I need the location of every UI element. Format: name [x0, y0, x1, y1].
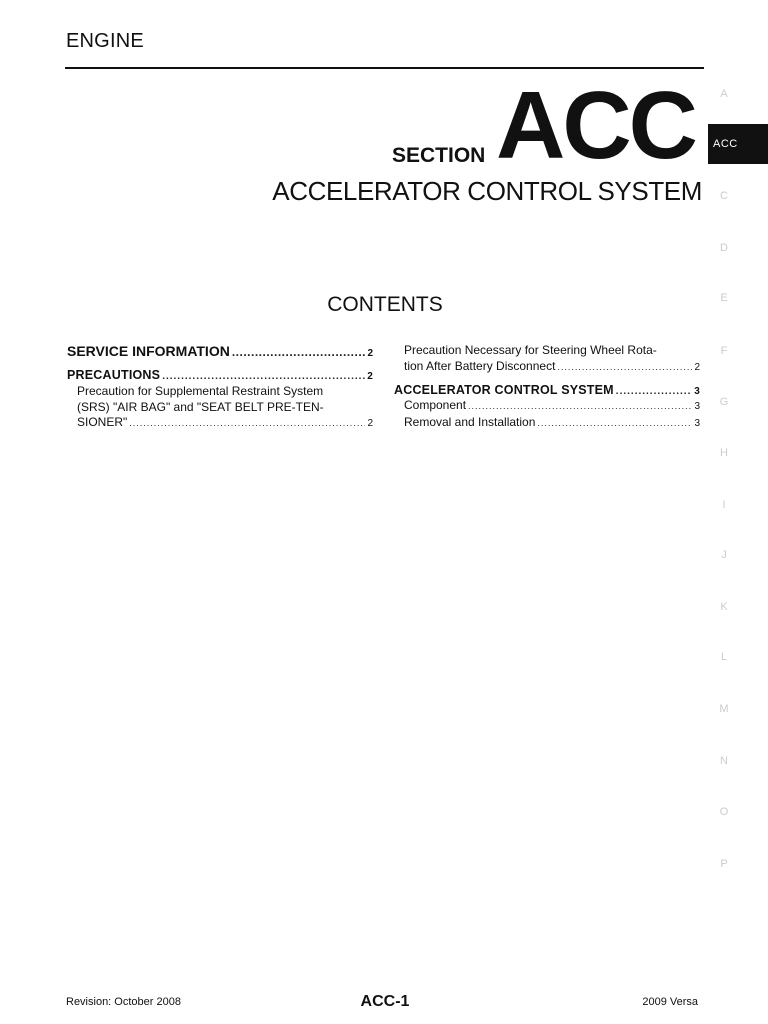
toc-item-label: PRECAUTIONS [67, 368, 161, 382]
toc-item-component[interactable] [394, 398, 700, 415]
toc-page-number: 2 [367, 371, 373, 382]
tab-label: O [719, 806, 729, 818]
toc-item-accelerator-control-system[interactable] [394, 383, 700, 397]
tab-label: N [720, 755, 728, 767]
toc-page-number: 3 [694, 401, 700, 412]
contents-heading: CONTENTS [327, 293, 443, 316]
tab-label: ACC [713, 138, 738, 150]
toc-leader-dots [537, 416, 692, 432]
toc-item-steering-precaution[interactable] [394, 343, 700, 375]
toc-leader-dots [616, 386, 692, 397]
footer-model: 2009 Versa [642, 996, 698, 1008]
tab-e[interactable] [708, 278, 768, 318]
tab-d[interactable] [708, 228, 768, 268]
toc-item-srs-precaution[interactable] [67, 384, 373, 432]
toc-leader-dots [232, 345, 366, 359]
tab-i[interactable] [708, 485, 768, 525]
toc-page-number: 2 [367, 348, 373, 359]
tab-label: C [720, 190, 728, 202]
tab-label: J [721, 549, 727, 561]
tab-label: A [720, 88, 728, 100]
toc-item-precautions[interactable] [67, 368, 373, 382]
toc-leader-dots [468, 399, 692, 415]
tab-label: G [719, 396, 729, 408]
toc-leader-dots [129, 416, 365, 432]
header-title: ENGINE [66, 30, 144, 52]
tab-label: K [720, 601, 728, 613]
tab-label: D [720, 242, 728, 254]
toc-item-label-line: SIONER" [77, 415, 128, 429]
tab-h[interactable] [708, 433, 768, 473]
tab-label: P [720, 858, 728, 870]
toc-item-label: Component [404, 398, 467, 412]
header-divider [65, 67, 704, 69]
section-name: ACCELERATOR CONTROL SYSTEM [272, 176, 702, 206]
tab-label: M [719, 703, 729, 715]
tab-g[interactable] [708, 382, 768, 422]
tab-n[interactable] [708, 741, 768, 781]
tab-a[interactable] [708, 74, 768, 114]
toc-page-number: 3 [694, 386, 700, 397]
toc-page-number: 3 [694, 417, 700, 429]
toc-item-label: Removal and Installation [404, 414, 536, 429]
tab-f[interactable] [708, 331, 768, 371]
section-code: ACC [496, 72, 695, 179]
toc-right-column [394, 343, 700, 431]
toc-item-label-line: Precaution for Supplemental Restraint System [77, 384, 324, 398]
tab-label: I [722, 499, 726, 511]
tab-m[interactable] [708, 689, 768, 729]
toc-left-column [67, 343, 373, 432]
toc-item-label: SERVICE INFORMATION [67, 343, 230, 359]
tab-l[interactable] [708, 637, 768, 677]
toc-item-label-line: tion After Battery Disconnect [404, 358, 556, 373]
toc-item-label-line: Precaution Necessary for Steering Wheel Rota- [404, 343, 657, 357]
toc-item-label: ACCELERATOR CONTROL SYSTEM [394, 383, 614, 397]
tab-acc[interactable] [708, 124, 768, 164]
footer-revision: Revision: October 2008 [66, 996, 181, 1008]
tab-k[interactable] [708, 587, 768, 627]
tab-c[interactable] [708, 176, 768, 216]
toc-item-service-information[interactable] [67, 343, 373, 359]
section-label: SECTION [392, 144, 486, 167]
tab-label: E [720, 292, 728, 304]
tab-label: L [720, 651, 728, 663]
toc-leader-dots [557, 360, 692, 376]
toc-page-number: 2 [367, 418, 373, 429]
toc-page-number: 2 [694, 361, 700, 373]
tab-o[interactable] [708, 792, 768, 832]
toc-leader-dots [162, 371, 365, 382]
toc-item-removal-installation[interactable] [394, 415, 700, 432]
toc-item-label-line: (SRS) "AIR BAG" and "SEAT BELT PRE-TEN- [77, 399, 324, 414]
footer-page-id: ACC-1 [360, 993, 410, 1010]
tab-label: H [720, 447, 728, 459]
tab-label: F [720, 345, 728, 357]
tab-p[interactable] [708, 844, 768, 884]
tab-j[interactable] [708, 535, 768, 575]
